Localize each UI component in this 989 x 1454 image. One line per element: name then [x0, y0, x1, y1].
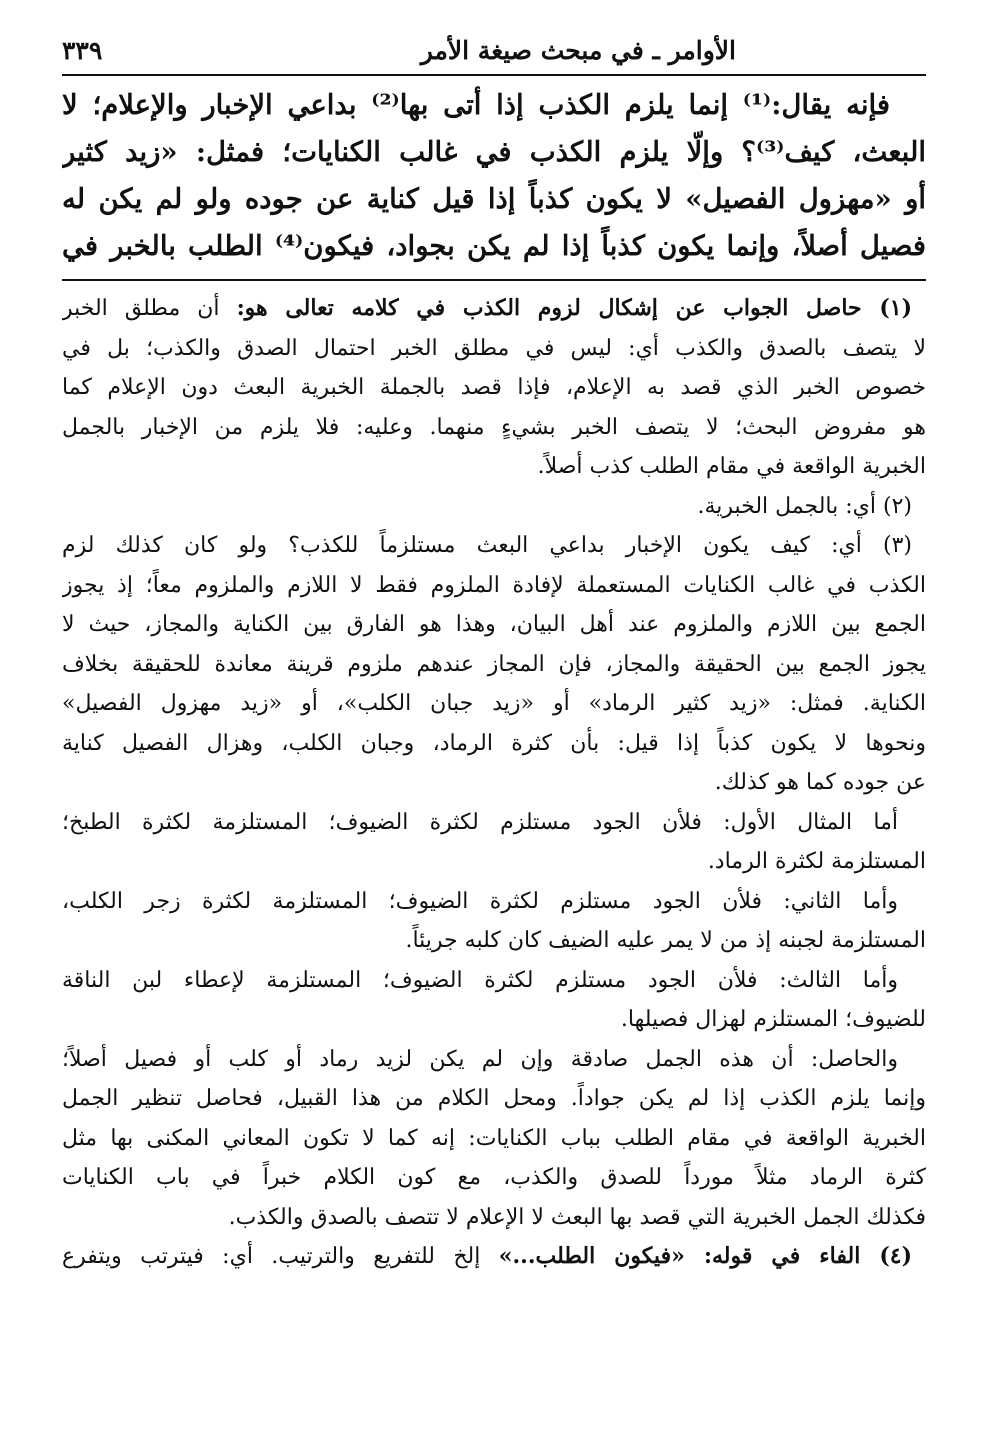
- book-page: [62, 30, 926, 1440]
- footnote-line: [62, 1237, 926, 1277]
- footnote-line: الجمع بين اللازم والملزوم عند أهل البيان، وهذا هو الفارق بين الكناية والمجاز، حيث لا: [62, 612, 926, 637]
- footnote-line: كثرة الرماد مثلاً مورداً للصدق والكذب، مع كون الكلام خبراً في باب الكنايات: [62, 1165, 926, 1190]
- summary-paragraph: [62, 1040, 926, 1238]
- first-example-paragraph: [62, 803, 926, 882]
- footnote-line: يجوز الجمع بين الحقيقة والمجاز، فإن المجاز عندهم ملزوم قرينة معاندة للحقيقة بخلاف: [62, 651, 926, 677]
- footnote-line: وأما الثاني: فلأن الجود مستلزم لكثرة الضيوف؛ المستلزمة لكثرة زجر الكلب،: [62, 888, 898, 914]
- footnote-line: الكناية. فمثل: «زيد كثير الرماد» أو «زيد جبان الكلب»، أو «زيد مهزول الفصيل»: [62, 691, 926, 716]
- footnote-line: الكذب في غالب الكنايات المستعملة لإفادة الملزوم فقط لا اللازم والملزوم معاً؛ إذ يجوز: [62, 572, 926, 598]
- footnote-line: عن جوده كما هو كذلك.: [714, 770, 926, 795]
- footnote-line: ونحوها لا يكون كذباً إذا قيل: بأن كثرة الرماد، وجبان الكلب، وهزال الفصيل كناية: [62, 730, 926, 756]
- footnote-line: المستلزمة لكثرة الرماد.: [707, 849, 926, 874]
- footnote-line: [62, 289, 926, 329]
- footnote-line: فكذلك الجمل الخبرية التي قصد بها البعث لا الإعلام لا تتصف بالصدق والكذب.: [228, 1204, 926, 1230]
- footnote-4-lead: (٤) الفاء في قوله: «فيكون الطلب...»: [498, 1243, 912, 1269]
- second-example-paragraph: [62, 882, 926, 961]
- main-text: [62, 82, 926, 270]
- footnotes: [62, 289, 926, 1277]
- footnote-line: للضيوف؛ المستلزم لهزال فصيلها.: [620, 1007, 926, 1032]
- footnote-line: أما المثال الأول: فلأن الجود مستلزم لكثرة الضيوف؛ المستلزمة لكثرة الطبخ؛: [62, 809, 898, 835]
- footnote-2: [62, 487, 926, 527]
- footnote-divider: [62, 279, 926, 281]
- footnote-line: المستلزمة لجبنه إذ من لا يمر عليه الضيف كان كلبه جريئاً.: [405, 928, 926, 953]
- footnote-3: [62, 526, 926, 803]
- footnote-line: والحاصل: أن هذه الجمل صادقة وإن لم يكن لزيد رماد أو كلب أو فصيل أصلاً؛: [62, 1046, 898, 1072]
- main-text-line: البعث، كيف⁽³⁾؟ وإلّا يلزم الكذب في غالب الكنايات؛ فمثل: «زيد كثير: [62, 136, 926, 168]
- footnote-1-lead: (١) حاصل الجواب عن إشكال لزوم الكذب في كلامه تعالى هو:: [236, 295, 912, 321]
- footnote-1-first-rest: أن مطلق الخبر: [62, 296, 220, 321]
- footnote-4: [62, 1237, 926, 1277]
- main-text-line: فإنه يقال:⁽¹⁾ إنما يلزم الكذب إذا أتى بها⁽²⁾ بداعي الإخبار والإعلام؛ لا: [62, 89, 890, 121]
- chapter-title: الأوامر ـ في مبحث صيغة الأمر: [420, 36, 736, 65]
- footnote-line: وإنما يلزم الكذب إذا لم يكن جواداً. ومحل الكلام من هذا القبيل، فحاصل تنظير الجمل: [62, 1086, 926, 1111]
- main-text-line: فصيل أصلاً، وإنما يكون كذباً إذا لم يكن بجواد، فيكون⁽⁴⁾ الطلب بالخبر في: [62, 230, 926, 262]
- footnote-line: الخبرية الواقعة في مقام الطلب كذب أصلاً.: [537, 454, 926, 479]
- third-example-paragraph: [62, 961, 926, 1040]
- page-number: ٣٣٩: [62, 36, 103, 65]
- running-header: [62, 30, 926, 76]
- footnote-4-rest: إلخ للتفريع والترتيب. أي: فيترتب ويتفرع: [62, 1244, 481, 1269]
- footnote-1: [62, 289, 926, 487]
- footnote-line: الخبرية الواقعة في مقام الطلب بباب الكنايات: إنه كما لا تكون المعاني المكنى بها مثل: [62, 1125, 926, 1151]
- footnote-line: وأما الثالث: فلأن الجود مستلزم لكثرة الضيوف؛ المستلزمة لإعطاء لبن الناقة: [62, 967, 898, 993]
- main-text-line: أو «مهزول الفصيل» لا يكون كذباً إذا قيل كناية عن جوده ولو لم يكن له: [62, 183, 926, 215]
- footnote-line: خصوص الخبر الذي قصد به الإعلام، فإذا قصد بالجملة الخبرية البعث دون الإعلام كما: [62, 375, 926, 400]
- footnote-line: (٣) أي: كيف يكون الإخبار بداعي البعث مستلزماً للكذب؟ ولو كان كذلك لزم: [62, 533, 912, 558]
- footnote-line: (٢) أي: بالجمل الخبرية.: [697, 493, 912, 519]
- footnote-line: لا يتصف بالصدق والكذب أي: ليس في مطلق الخبر احتمال الصدق والكذب؛ بل في: [62, 335, 926, 361]
- footnote-line: هو مفروض البحث؛ لا يتصف الخبر بشيءٍ منهما. وعليه: فلا يلزم من الإخبار بالجمل: [62, 414, 926, 440]
